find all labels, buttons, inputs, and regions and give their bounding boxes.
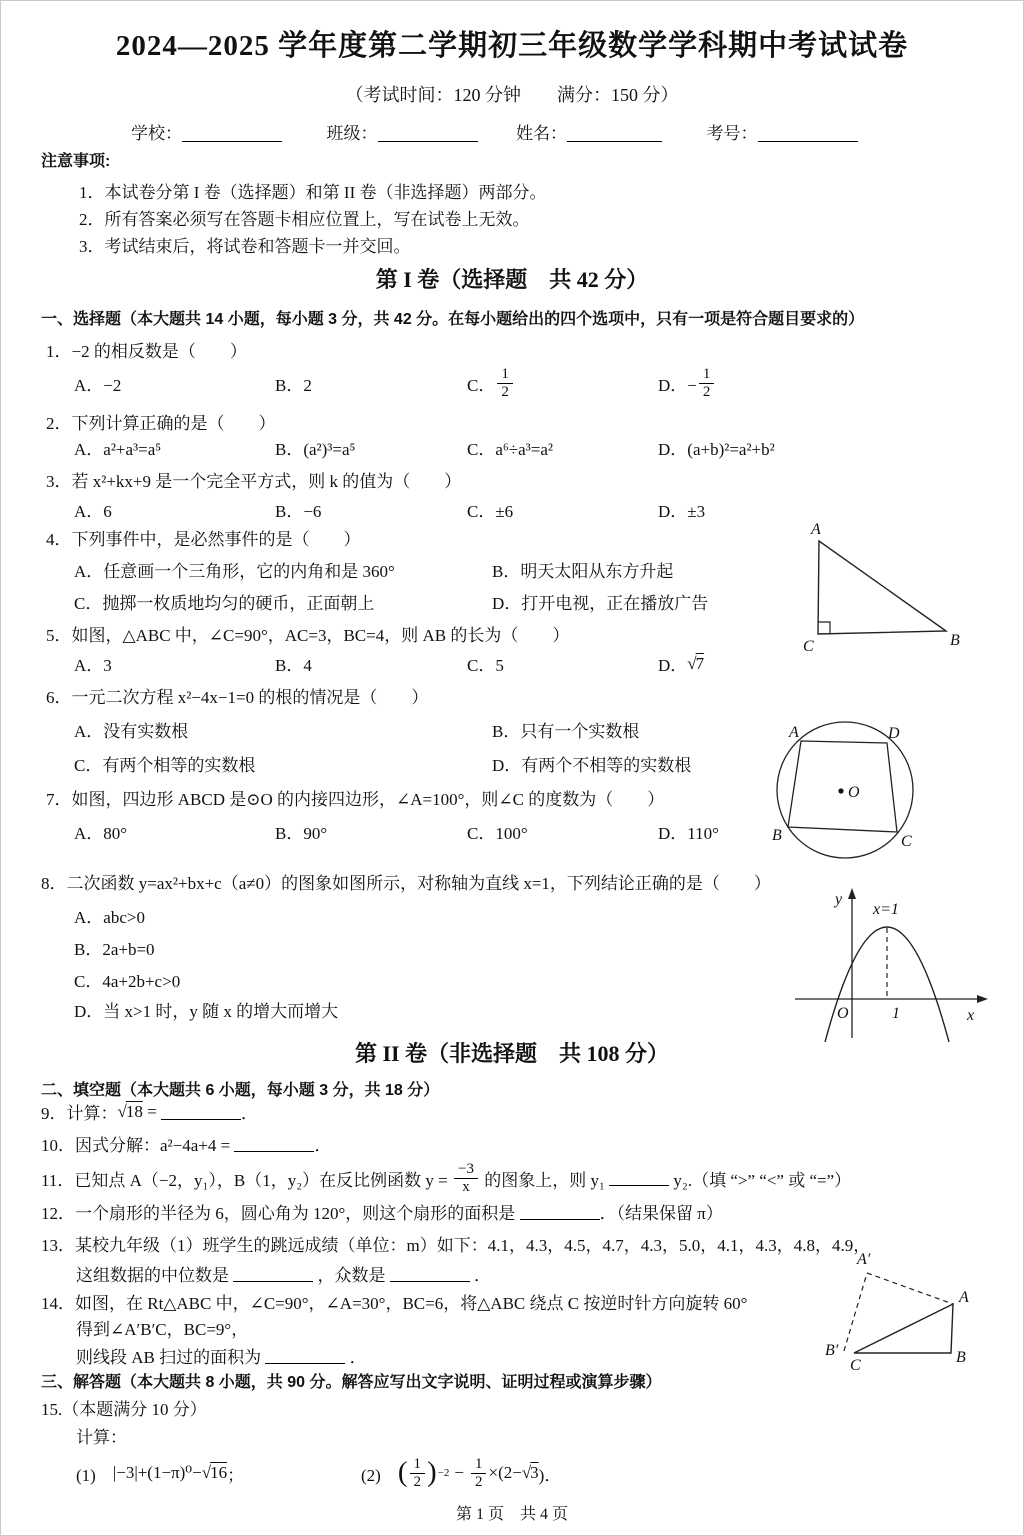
q6-option-a: A．没有实数根 bbox=[74, 722, 189, 741]
q15-calc-label: 计算： bbox=[76, 1428, 127, 1447]
q6-option-b: B．只有一个实数根 bbox=[492, 722, 640, 741]
q3-option-d: D．±3 bbox=[658, 502, 706, 521]
sqrt-radicand: 16 bbox=[210, 1463, 228, 1482]
q11-answer-blank bbox=[609, 1170, 669, 1186]
q2-option-a: A．a²+a³=a⁵ bbox=[74, 440, 162, 459]
vertex-label-c: C bbox=[803, 638, 814, 655]
q2-option-c: C．a⁶÷a³=a² bbox=[467, 440, 554, 459]
q8-option-b: B．2a+b=0 bbox=[74, 940, 155, 959]
q15-e2-end: )． bbox=[538, 1465, 562, 1485]
class-field-blank bbox=[378, 125, 478, 142]
school-field-label: 学校： bbox=[131, 124, 182, 143]
q4-option-a: A．任意画一个三角形，它的内角和是 360° bbox=[74, 562, 395, 581]
right-angle-mark bbox=[818, 622, 830, 634]
quadrilateral-shape bbox=[788, 741, 897, 832]
q5-option-d-label: D． bbox=[658, 656, 688, 675]
figure-rotated-triangle bbox=[824, 1242, 1024, 1390]
q14-line2: 得到∠A′B′C，BC=9°， bbox=[76, 1320, 249, 1339]
dashed-side-aprime-a bbox=[867, 1273, 953, 1304]
q4-options-cd bbox=[74, 589, 708, 614]
q9-answer-blank bbox=[161, 1104, 241, 1120]
q5-stem: 5．如图，△ABC 中，∠C=90°，AC=3，BC=4，则 AB 的长为（ ） bbox=[46, 626, 570, 645]
q8-option-d: D．当 x>1 时，y 随 x 的增大而增大 bbox=[74, 1002, 339, 1021]
fraction-denominator: 2 bbox=[474, 1473, 483, 1490]
vertex-label-b: B bbox=[956, 1349, 966, 1366]
y-axis-label: y bbox=[835, 891, 843, 908]
vertex-label-d: D bbox=[888, 725, 900, 742]
notice-item-1: 1．本试卷分第 I 卷（选择题）和第 II 卷（非选择题）两部分。 bbox=[79, 183, 547, 202]
exam-number-field-blank bbox=[758, 125, 858, 142]
q9-equals: = bbox=[142, 1101, 161, 1121]
part1-intro: 一、选择题（本大题共 14 小题，每小题 3 分，共 42 分。在每小题给出的四个选项中，只有一项是符合题目要求的） bbox=[41, 311, 865, 328]
sqrt-sign: √ bbox=[687, 653, 696, 673]
fraction bbox=[699, 366, 715, 400]
fraction-numerator: 1 bbox=[497, 366, 513, 384]
center-dot bbox=[838, 788, 843, 793]
q12-line bbox=[41, 1199, 723, 1224]
symmetry-axis-label: x=1 bbox=[873, 901, 899, 918]
q6-options-cd bbox=[74, 751, 691, 776]
x-axis-label: x bbox=[967, 1007, 975, 1024]
q12-answer-blank bbox=[520, 1204, 600, 1220]
q11-text-pre: 11．已知点 A（−2，y₁），B（1，y₂）在反比例函数 y = bbox=[41, 1170, 453, 1190]
figure-inscribed-quadrilateral bbox=[764, 704, 944, 882]
x-axis-arrow bbox=[977, 995, 988, 1003]
minus-sign: − bbox=[454, 1463, 464, 1482]
q14-text-pre: 则线段 AB 扫过的面积为 bbox=[76, 1348, 266, 1367]
q8-stem: 8．二次函数 y=ax²+bx+c（a≠0）的图象如图所示，对称轴为直线 x=1，下列结论正确的是（ ） bbox=[41, 874, 771, 893]
part1-heading: 第 I 卷（选择题 共 42 分） bbox=[375, 267, 649, 292]
q4-options-ab bbox=[74, 557, 673, 582]
fraction-numerator: −3 bbox=[454, 1161, 478, 1179]
q13-mode-blank bbox=[390, 1266, 470, 1282]
q2-option-d: D．(a+b)²=a²+b² bbox=[658, 440, 775, 459]
fraction bbox=[497, 366, 513, 400]
q8-option-a: A．abc>0 bbox=[74, 908, 145, 927]
q5-option-c: C．5 bbox=[467, 656, 504, 675]
q14-line1: 14．如图，在 Rt△ABC 中，∠C=90°，∠A=30°，BC=6，将△ABC 绕点 C 按逆时针方向旋转 60° bbox=[41, 1294, 748, 1313]
fraction-denominator: 2 bbox=[413, 1473, 421, 1490]
q15-e1-body: |−3|+(1−π)⁰− bbox=[112, 1463, 202, 1482]
figure-parabola bbox=[787, 884, 997, 1042]
sqrt-radicand: 18 bbox=[125, 1101, 143, 1121]
q15-e2-label: (2) bbox=[361, 1465, 398, 1485]
q15-e1-label: (1) bbox=[76, 1465, 113, 1485]
page-footer: 第 1 页 共 4 页 bbox=[455, 1506, 568, 1523]
q3-option-a: A．6 bbox=[74, 502, 112, 521]
q1-option-a: A．−2 bbox=[74, 375, 122, 395]
q13-text-end: ． bbox=[469, 1266, 491, 1285]
q9-period: ． bbox=[240, 1104, 258, 1123]
q12-text: 12．一个扇形的半径为 6，圆心角为 120°，则这个扇形的面积是 bbox=[41, 1204, 520, 1223]
q15-e2-times: ×(2− bbox=[488, 1463, 522, 1482]
q4-option-d: D．打开电视，正在播放广告 bbox=[492, 594, 709, 613]
student-fields-row bbox=[131, 119, 858, 144]
sqrt-sign: √ bbox=[117, 1101, 126, 1121]
part2-intro: 二、填空题（本大题共 6 小题，每小题 3 分，共 18 分） bbox=[41, 1082, 440, 1099]
fraction bbox=[454, 1161, 478, 1195]
q1-option-d bbox=[658, 366, 716, 400]
sqrt-sign: √ bbox=[521, 1463, 531, 1482]
sqrt-expression bbox=[118, 1102, 143, 1122]
q8-option-c: C．4a+2b+c>0 bbox=[74, 972, 181, 991]
q10-text: 10．因式分解：a²−4a+4 = bbox=[41, 1136, 235, 1155]
fraction-numerator: 1 bbox=[410, 1456, 426, 1474]
origin-label: O bbox=[837, 1005, 849, 1022]
q10-answer-blank bbox=[234, 1136, 314, 1152]
notice-title: 注意事项: bbox=[41, 153, 111, 170]
center-label-o: O bbox=[848, 784, 860, 801]
q2-option-b: B．(a²)³=a⁵ bbox=[275, 440, 356, 459]
fraction bbox=[471, 1456, 487, 1490]
q15-expression-2 bbox=[361, 1447, 561, 1499]
q5-option-b: B．4 bbox=[275, 656, 312, 675]
vertex-label-a: A bbox=[811, 521, 821, 538]
sqrt-sign: √ bbox=[201, 1463, 211, 1482]
q3-stem: 3．若 x²+kx+9 是一个完全平方式，则 k 的值为（ ） bbox=[46, 472, 462, 491]
sqrt-expression bbox=[522, 1463, 539, 1483]
q5-options bbox=[74, 651, 704, 676]
q6-option-c: C．有两个相等的实数根 bbox=[74, 756, 256, 775]
y-axis-arrow bbox=[848, 888, 856, 899]
fraction-numerator: 1 bbox=[471, 1456, 487, 1474]
q14-text-end: ． bbox=[345, 1348, 367, 1367]
exam-info-line: （考试时间：120 分钟 满分：150 分） bbox=[345, 85, 679, 105]
q7-option-a: A．80° bbox=[74, 824, 128, 843]
dashed-side-bprime-aprime bbox=[844, 1273, 867, 1351]
sqrt-radicand: 3 bbox=[530, 1463, 539, 1482]
vertex-label-a-prime: A′ bbox=[857, 1251, 871, 1268]
q11-text-mid: 的图象上，则 y₁ bbox=[479, 1170, 610, 1190]
exam-number-field-label: 考号： bbox=[706, 124, 758, 143]
q7-stem: 7．如图，四边形 ABCD 是⊙O 的内接四边形，∠A=100°，则∠C 的度数为（ ） bbox=[46, 790, 665, 809]
q15-e1-end: ； bbox=[227, 1465, 245, 1485]
vertex-label-c: C bbox=[850, 1357, 861, 1374]
q1-stem: 1．−2 的相反数是（ ） bbox=[46, 342, 247, 361]
figure-right-triangle bbox=[789, 519, 969, 657]
q4-stem: 4．下列事件中，是必然事件的是（ ） bbox=[46, 530, 361, 549]
q7-options bbox=[74, 819, 719, 844]
q10-line bbox=[41, 1131, 331, 1156]
q6-stem: 6．一元二次方程 x²−4x−1=0 的根的情况是（ ） bbox=[46, 688, 429, 707]
fraction-numerator: 1 bbox=[699, 366, 715, 384]
q11-text-end: y₂.（填 “>” “<” 或 “=”） bbox=[669, 1170, 852, 1190]
q11-line bbox=[41, 1157, 851, 1199]
q9-line bbox=[41, 1099, 258, 1124]
notice-item-2: 2．所有答案必须写在答题卡相应位置上，写在试卷上无效。 bbox=[79, 210, 530, 229]
q10-period: ． bbox=[314, 1136, 332, 1155]
q2-stem: 2．下列计算正确的是（ ） bbox=[46, 414, 276, 433]
class-field-label: 班级： bbox=[326, 124, 378, 143]
q7-option-d: D．110° bbox=[658, 824, 719, 843]
q4-option-c: C．抛掷一枚质地均匀的硬币，正面朝上 bbox=[74, 594, 375, 613]
q13-line1: 13．某校九年级（1）班学生的跳远成绩（单位：m）如下：4.1，4.3，4.5，4.7，4.3，5.0，4.1，4.3，4.8，4.9， bbox=[41, 1236, 871, 1255]
q6-option-d: D．有两个不相等的实数根 bbox=[492, 756, 692, 775]
vertex-label-b-prime: B′ bbox=[825, 1342, 839, 1359]
q3-option-c: C．±6 bbox=[467, 502, 514, 521]
q3-option-b: B．−6 bbox=[275, 502, 322, 521]
q12-end: ．（结果保留 π） bbox=[599, 1204, 723, 1223]
q13-text-mid: ，众数是 bbox=[313, 1266, 390, 1285]
school-field-blank bbox=[182, 125, 282, 142]
fraction-denominator: 2 bbox=[702, 383, 711, 400]
vertex-label-a: A bbox=[959, 1289, 969, 1306]
q6-options-ab bbox=[74, 717, 639, 742]
fraction-denominator: x bbox=[462, 1178, 470, 1195]
fraction bbox=[410, 1456, 426, 1490]
q3-options bbox=[74, 497, 705, 522]
q15-expression-1 bbox=[76, 1451, 244, 1495]
q1-option-b: B．2 bbox=[275, 375, 312, 395]
q13-line2 bbox=[76, 1261, 491, 1286]
q4-option-b: B．明天太阳从东方升起 bbox=[492, 562, 674, 581]
left-paren: ( bbox=[397, 1455, 408, 1488]
q1-option-d-label: D．− bbox=[658, 375, 697, 395]
q2-options bbox=[74, 435, 775, 460]
q1-option-c bbox=[467, 366, 658, 400]
triangle-shape bbox=[818, 541, 946, 634]
vertex-label-a: A bbox=[789, 724, 799, 741]
vertex-label-b: B bbox=[772, 827, 782, 844]
sqrt-expression bbox=[202, 1463, 227, 1483]
q5-option-d bbox=[658, 651, 704, 676]
q14-answer-blank bbox=[265, 1348, 345, 1364]
name-field-label: 姓名： bbox=[516, 124, 567, 143]
q13-median-blank bbox=[233, 1266, 313, 1282]
part3-intro: 三、解答题（本大题共 8 小题，共 90 分。解答应写出文字说明、证明过程或演算步骤） bbox=[41, 1374, 662, 1391]
right-paren: ) bbox=[427, 1455, 437, 1488]
q9-text: 9．计算： bbox=[41, 1104, 118, 1123]
q5-option-a: A．3 bbox=[74, 656, 112, 675]
vertex-label-c: C bbox=[901, 833, 912, 850]
q14-line3 bbox=[76, 1343, 367, 1368]
fraction-denominator: 2 bbox=[501, 383, 509, 400]
name-field-blank bbox=[567, 125, 662, 142]
q13-text-pre: 这组数据的中位数是 bbox=[76, 1266, 234, 1285]
q7-option-c: C．100° bbox=[467, 824, 528, 843]
q1-options bbox=[74, 359, 716, 407]
notice-item-3: 3．考试结束后，将试卷和答题卡一并交回。 bbox=[79, 237, 411, 256]
sqrt-radicand: 7 bbox=[695, 653, 705, 673]
exponent: −2 bbox=[437, 1467, 450, 1479]
vertex-label-b: B bbox=[950, 632, 960, 649]
q7-option-b: B．90° bbox=[275, 824, 328, 843]
triangle-abc-shape bbox=[854, 1304, 953, 1353]
q15-number: 15.（本题满分 10 分） bbox=[41, 1400, 207, 1419]
x-tick-1-label: 1 bbox=[892, 1005, 900, 1022]
q1-option-c-label: C． bbox=[467, 375, 496, 395]
page-title: 2024—2025 学年度第二学期初三年级数学学科期中考试试卷 bbox=[115, 30, 909, 62]
part2-heading: 第 II 卷（非选择题 共 108 分） bbox=[354, 1041, 670, 1066]
